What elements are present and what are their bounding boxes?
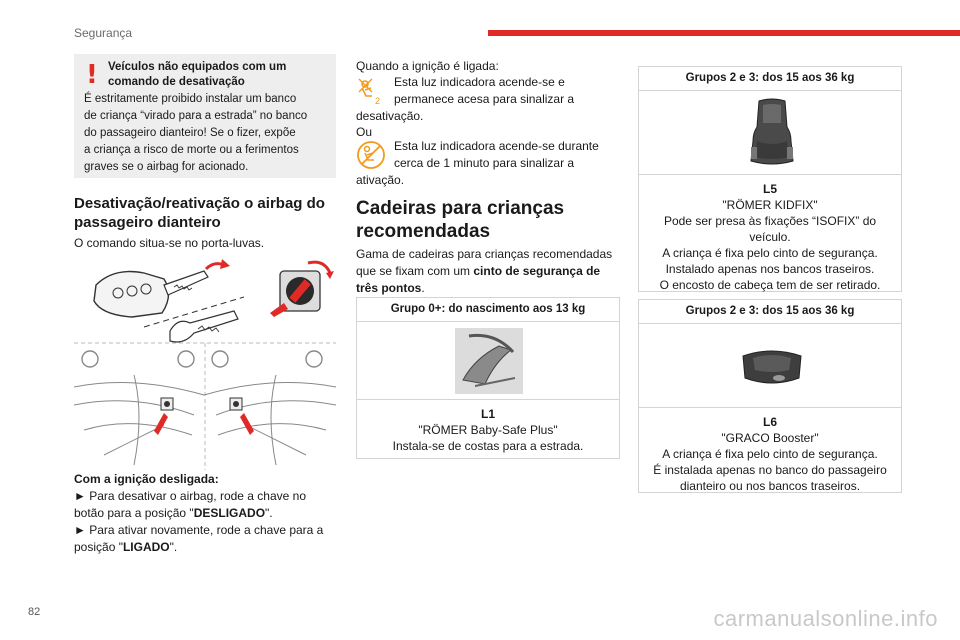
warning-title: Veículos não equipados com um comando de desativação bbox=[108, 61, 287, 88]
warning-icon: ! bbox=[86, 60, 98, 90]
airbag-off-lamp-icon bbox=[356, 76, 386, 106]
seat-image-l6 bbox=[639, 324, 901, 408]
seat-group-label: Grupos 2 e 3: dos 15 aos 36 kg bbox=[639, 300, 901, 324]
seat-name: "RÖMER Baby-Safe Plus" bbox=[418, 423, 558, 437]
key-fob-icon bbox=[94, 259, 230, 317]
seat-box-l1: Grupo 0+: do nascimento aos 13 kg L1 "RÖMER Baby-Safe Plus" Instala-se de costas para a estrada. bbox=[356, 297, 620, 459]
lamp-on-description: Esta luz indicadora acende-se durante cerca de 1 minuto para sinalizar a ativação. bbox=[356, 139, 599, 187]
airbag-intro: O comando situa-se no porta-luvas. bbox=[74, 236, 265, 250]
section-title: Segurança bbox=[74, 26, 133, 40]
seat-code: L1 bbox=[480, 407, 495, 421]
airbag-switch-icon bbox=[270, 262, 334, 317]
airbag-switch-illustration bbox=[74, 255, 336, 470]
ignition-off-title: Com a ignição desligada: bbox=[74, 472, 219, 486]
watermark: carmanualsonline.info bbox=[713, 606, 938, 631]
booster-cushion-icon bbox=[739, 342, 805, 390]
lamp-off-description: 2 Esta luz indicadora acende-se e permanece acesa para sinalizar a desativação. bbox=[356, 75, 575, 123]
infant-carrier-icon bbox=[455, 328, 523, 394]
ignition-off-steps: ► Para desativar o airbag, rode a chave no botão para a posição "DESLIGADO". ► Para ativar novamente, rode a chave para a posição "LIGADO". bbox=[74, 489, 324, 554]
key-blade-icon bbox=[170, 311, 238, 342]
seat-box-l5: Grupos 2 e 3: dos 15 aos 36 kg L5 "RÖMER KIDFIX" Pode ser presa às fixações “ISOFIX” do veículo. A criança é fixa pelo cinto de segurança. Instalado apenas nos bancos traseiros. O encosto de cabeça tem de ser retirado. bbox=[638, 66, 902, 292]
steering-wheel-icon bbox=[82, 351, 322, 367]
seat-image-l1 bbox=[357, 322, 619, 400]
seat-code: L6 bbox=[762, 415, 777, 429]
page-number: 82 bbox=[28, 606, 41, 618]
airbag-on-lamp-icon bbox=[356, 140, 386, 170]
warning-box bbox=[74, 54, 336, 178]
seat-name: "RÖMER KIDFIX" bbox=[722, 198, 818, 212]
warning-text: É estritamente proibido instalar um banco de criança “virado para a estrada” no banco do passageiro dianteiro! Se o fizer, expõe a criança a risco de morte ou a ferimentos graves se o airbag for acionado. bbox=[84, 93, 308, 173]
seat-code: L5 bbox=[762, 182, 777, 196]
airbag-heading: Desativação/reativação o airbag do passageiro dianteiro bbox=[74, 195, 325, 231]
recommended-seats-intro: Gama de cadeiras para crianças recomendadas que se fixam com um cinto de segurança de três pontos. bbox=[356, 247, 613, 295]
seat-image-l5 bbox=[639, 91, 901, 175]
recommended-seats-heading: Cadeiras para crianças recomendadas bbox=[356, 198, 565, 242]
seat-box-l6: Grupos 2 e 3: dos 15 aos 36 kg L6 "GRACO Booster" A criança é fixa pelo cinto de segurança. É instalada apenas no banco do passageiro dianteiro ou nos bancos traseiros. bbox=[638, 299, 902, 493]
booster-seat-with-back-icon bbox=[747, 97, 797, 169]
glovebox-switch-location bbox=[154, 398, 254, 435]
seat-group-label: Grupos 2 e 3: dos 15 aos 36 kg bbox=[639, 67, 901, 91]
or-text: Ou bbox=[356, 125, 373, 139]
seat-group-label: Grupo 0+: do nascimento aos 13 kg bbox=[357, 298, 619, 322]
svg-text:2: 2 bbox=[375, 96, 381, 106]
seat-name: "GRACO Booster" bbox=[721, 431, 819, 445]
header-accent-bar bbox=[488, 30, 960, 36]
ignition-on-text: Quando a ignição é ligada: bbox=[356, 59, 499, 73]
